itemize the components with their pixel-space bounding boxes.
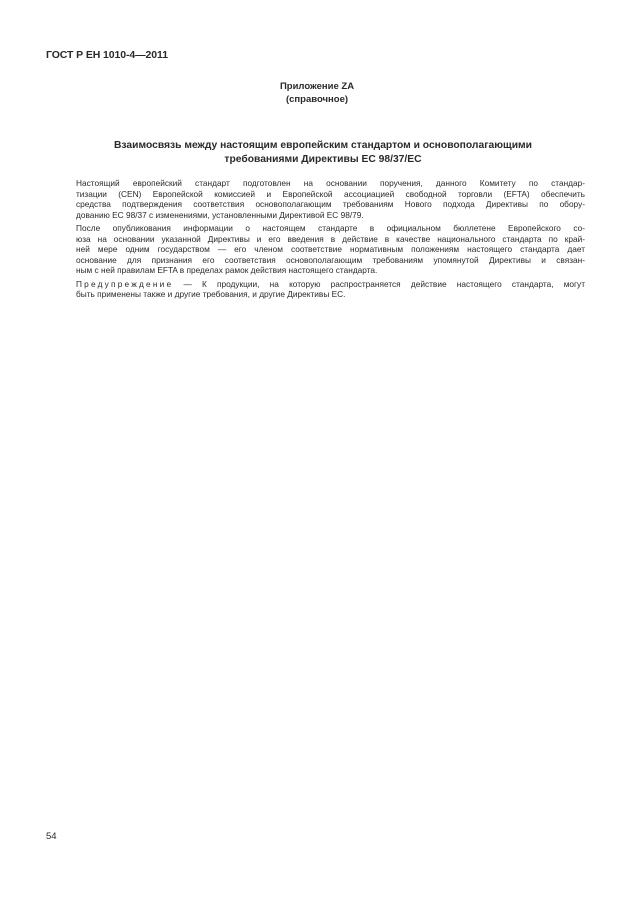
document-body [46, 178, 585, 303]
text-line: средства подтверждения соответствия основополагающим требованиям Нового подхода Директивы по обору- [76, 199, 585, 209]
paragraph-2 [46, 223, 585, 276]
annex-heading [0, 80, 630, 106]
text-line: тизации (CEN) Европейской комиссией и Европейской ассоциацией свободной торговли (EFTA) обеспечить [76, 188, 585, 199]
text-line: быть применены также и другие требования, и другие Директивы ЕС. [76, 289, 346, 299]
document-code: ГОСТ Р ЕН 1010-4—2011 [46, 49, 168, 61]
note-lead-word: Предупреждение [76, 278, 174, 289]
note-paragraph [46, 279, 585, 300]
section-title-line-1: Взаимосвязь между настоящим европейским стандартом и основополагающими [114, 140, 532, 151]
section-title-line-2: требованиями Директивы ЕС 98/37/ЕС [224, 154, 422, 165]
text-line: основание для признания его соответствия основополагающим требованиям упомянутой Директивы и связан- [76, 254, 585, 265]
text-line: юза на основании указанной Директивы и его введения в действие в качестве национального стандарта по край- [76, 233, 585, 244]
text-line: дованию ЕС 98/37 с изменениями, установленными Директивой ЕС 98/79. [76, 209, 364, 220]
paragraph-1 [46, 178, 585, 220]
section-title [60, 139, 586, 167]
annex-subtitle: (справочное) [285, 94, 349, 105]
text-line: Настоящий европейский стандарт подготовлен на основании поручения, данного Комитету по стандар- [76, 178, 585, 188]
text-line [46, 279, 585, 290]
text-line: ным с ней правилам EFTA в пределах рамок действия настоящего стандарта. [76, 265, 378, 275]
text-line: После опубликования информации о настоящем стандарте в официальном бюллетене Европейского со- [76, 223, 585, 233]
annex-title: Приложение ZA [279, 81, 355, 92]
page-number: 54 [46, 831, 57, 842]
text-line: ней мере одним государством — его членом соответствие нормативным положениям настоящего стандарта дает [76, 244, 585, 254]
note-text: — К продукции, на которую распространяется действие настоящего стандарта, могут [173, 278, 585, 289]
